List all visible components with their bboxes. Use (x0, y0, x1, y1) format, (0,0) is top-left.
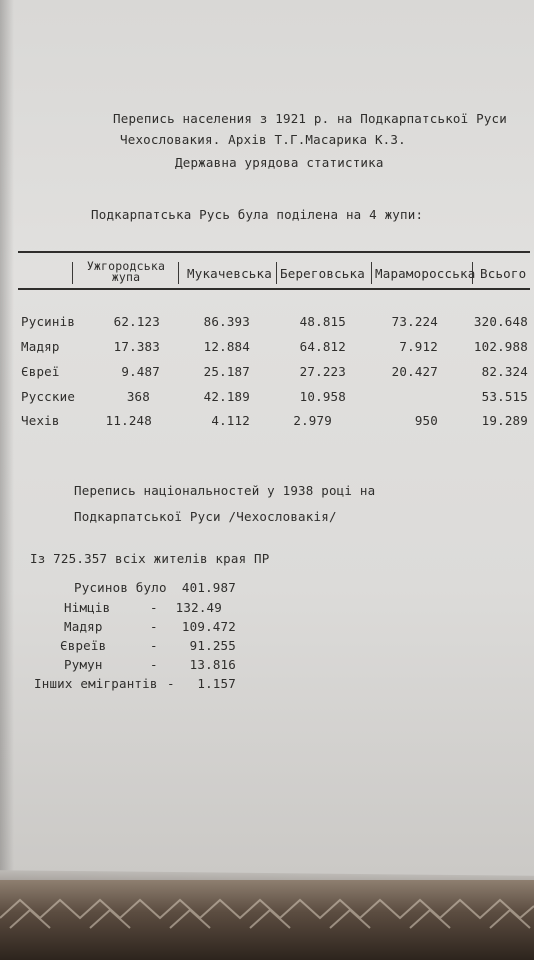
table-cell: 12.884 (203, 339, 250, 354)
nat-label: Румун (64, 657, 103, 672)
nat-value: 13.816 (189, 657, 236, 672)
table1-header-rule (18, 288, 530, 290)
intro-text: Подкарпатська Русь була поділена на 4 жупи: (91, 207, 424, 222)
nat-value: 1.157 (197, 676, 236, 691)
nat-dash: - (150, 657, 158, 672)
table-cell: 86.393 (203, 314, 250, 329)
carpet-pattern (0, 888, 534, 933)
table-cell: 42.189 (203, 389, 250, 404)
table-cell: 7.912 (399, 339, 438, 354)
col-header-mukachevo: Мукачевська (187, 266, 272, 281)
table-cell: 62.123 (113, 314, 160, 329)
row-label: Мадяр (21, 339, 60, 354)
table1-separator (178, 262, 179, 284)
col-header-uzhhorod: Ужгородська жупа (86, 259, 166, 284)
table-cell: 368 (126, 389, 150, 404)
section2-title-1: Перепись національностей у 1938 році на (74, 483, 376, 498)
table-cell: 102.988 (473, 339, 528, 354)
table-cell: 27.223 (299, 364, 346, 379)
nat-value: 91.255 (189, 638, 236, 653)
table-cell: 9.487 (121, 364, 160, 379)
table1-separator (371, 262, 372, 284)
nat-dash: - (167, 676, 175, 691)
nat-label: Німців (64, 600, 111, 615)
table-cell: 53.515 (481, 389, 528, 404)
header-line-1: Перепись населения з 1921 р. на Подкарпатської Руси (113, 111, 508, 126)
table-cell: 950 (414, 413, 438, 428)
header-line-2: Чехословакия. Архів Т.Г.Масарика К.З. (120, 132, 406, 147)
section2-total: Із 725.357 всіх жителів края ПР (30, 551, 270, 566)
nat-value: 401.987 (181, 580, 236, 595)
nat-label: Інших емігрантів (34, 676, 158, 691)
nat-dash: - (150, 638, 158, 653)
nat-label: Русинов було (74, 580, 167, 595)
col-header-total: Всього (480, 266, 527, 281)
row-label: Русинів (21, 314, 76, 329)
table-cell: 64.812 (299, 339, 346, 354)
nat-label: Євреїв (60, 638, 107, 653)
table1-separator (72, 262, 73, 284)
col-header-berehovo: Береговська (280, 266, 365, 281)
table-cell: 82.324 (481, 364, 528, 379)
table-cell: 10.958 (299, 389, 346, 404)
row-label: Русские (21, 389, 76, 404)
table-cell: 20.427 (391, 364, 438, 379)
table-cell: 4.112 (211, 413, 250, 428)
nat-value: 109.472 (181, 619, 236, 634)
nat-dash: - (150, 619, 158, 634)
table-cell: 19.289 (481, 413, 528, 428)
nat-value: 132.49 (175, 600, 222, 615)
nat-label: Мадяр (64, 619, 103, 634)
table-cell: 25.187 (203, 364, 250, 379)
nat-dash: - (150, 600, 158, 615)
table-cell: 2.979 (293, 413, 332, 428)
table1-separator (276, 262, 277, 284)
table1-top-rule (18, 251, 530, 253)
table-cell: 48.815 (299, 314, 346, 329)
section2-title-2: Подкарпатської Руси /Чехословакія/ (74, 509, 337, 524)
col-header-maramorosh: Мараморосська (375, 266, 476, 281)
table-cell: 11.248 (105, 413, 152, 428)
table-cell: 73.224 (391, 314, 438, 329)
table-cell: 17.383 (113, 339, 160, 354)
table-cell: 320.648 (473, 314, 528, 329)
row-label: Чехів (21, 413, 60, 428)
header-line-3: Державна урядова статистика (175, 155, 384, 170)
row-label: Євреї (21, 364, 60, 379)
page-shadow (0, 0, 14, 905)
